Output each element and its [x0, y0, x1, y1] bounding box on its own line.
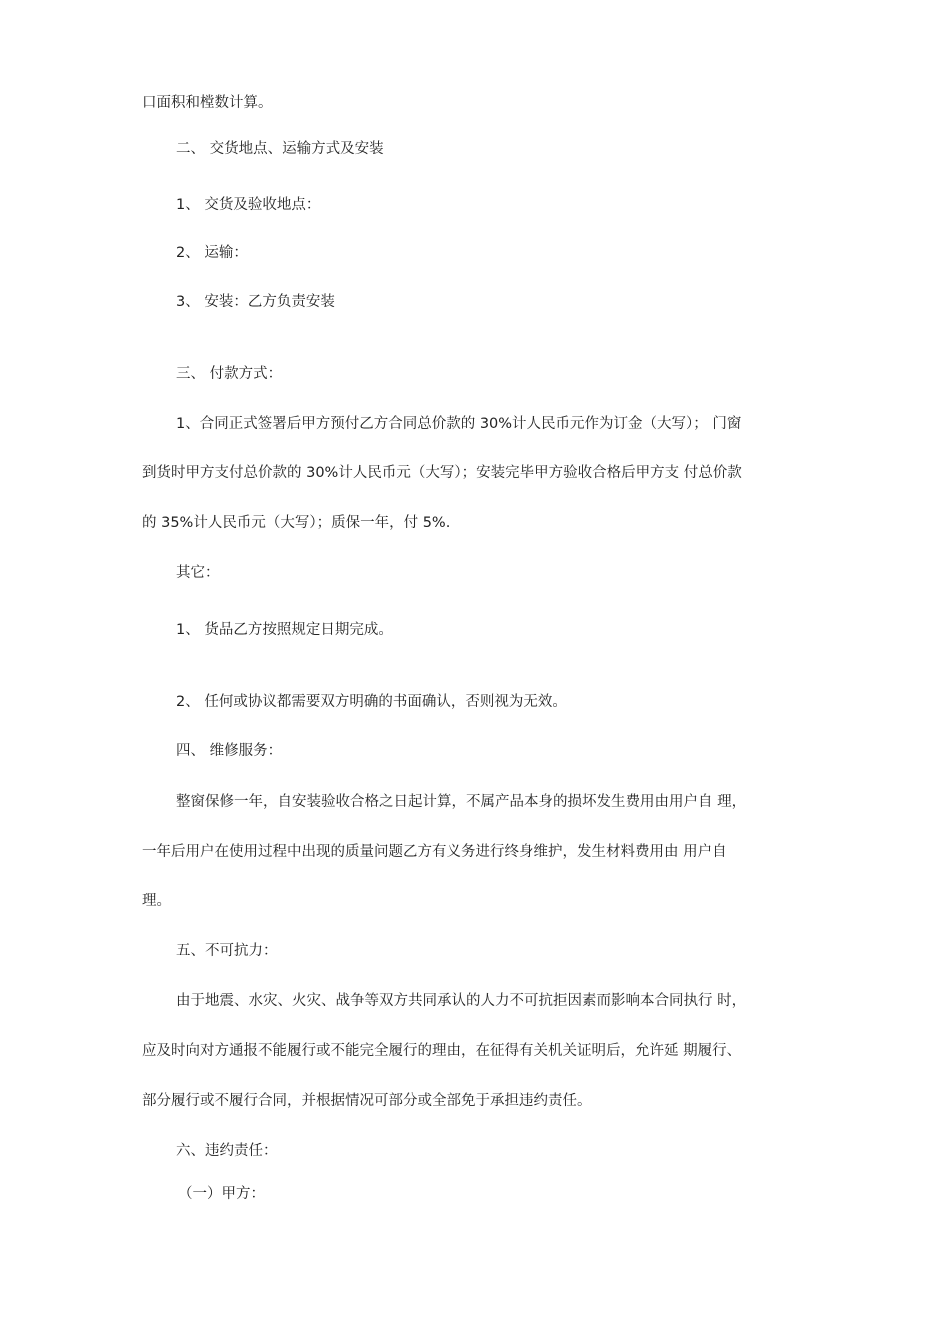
section-heading: 三、 付款方式：	[176, 366, 283, 382]
section-heading: 二、 交货地点、运输方式及安装	[176, 141, 384, 157]
section-heading: 六、违约责任：	[176, 1143, 278, 1159]
paragraph-line: 整窗保修一年，自安装验收合格之日起计算，不属产品本身的损坏发生费用由用户自 理，	[176, 794, 747, 810]
subsection-heading: （一）甲方：	[178, 1186, 265, 1202]
list-item: 3、 安装：乙方负责安装	[176, 294, 335, 310]
paragraph-line: 理。	[142, 893, 171, 909]
list-item: 1、 交货及验收地点：	[176, 197, 321, 213]
paragraph-line: 一年后用户在使用过程中出现的质量问题乙方有义务进行终身维护，发生材料费用由 用户自	[142, 844, 727, 860]
text-line: 口面积和樘数计算。	[142, 95, 273, 111]
section-heading: 四、 维修服务：	[176, 743, 283, 759]
paragraph-line: 到货时甲方支付总价款的 30%计人民币元（大写）；安装完毕甲方验收合格后甲方支 付总价款	[142, 465, 742, 481]
list-item: 2、 运输：	[176, 245, 248, 261]
paragraph-line: 应及时向对方通报不能履行或不能完全履行的理由，在征得有关机关证明后，允许延 期履行、	[142, 1043, 742, 1059]
section-heading: 其它：	[176, 565, 220, 581]
list-item: 1、 货品乙方按照规定日期完成。	[176, 622, 393, 638]
section-heading: 五、不可抗力：	[176, 943, 278, 959]
paragraph-line: 的 35%计人民币元（大写）；质保一年，付 5%.	[142, 515, 451, 531]
paragraph-line: 由于地震、水灾、火灾、战争等双方共同承认的人力不可抗拒因素而影响本合同执行 时，	[176, 993, 747, 1009]
list-item: 2、 任何或协议都需要双方明确的书面确认，否则视为无效。	[176, 694, 567, 710]
paragraph-line: 1、合同正式签署后甲方预付乙方合同总价款的 30%计人民币元作为订金（大写）； 门窗	[176, 416, 742, 432]
paragraph-line: 部分履行或不履行合同，并根据情况可部分或全部免于承担违约责任。	[142, 1093, 592, 1109]
